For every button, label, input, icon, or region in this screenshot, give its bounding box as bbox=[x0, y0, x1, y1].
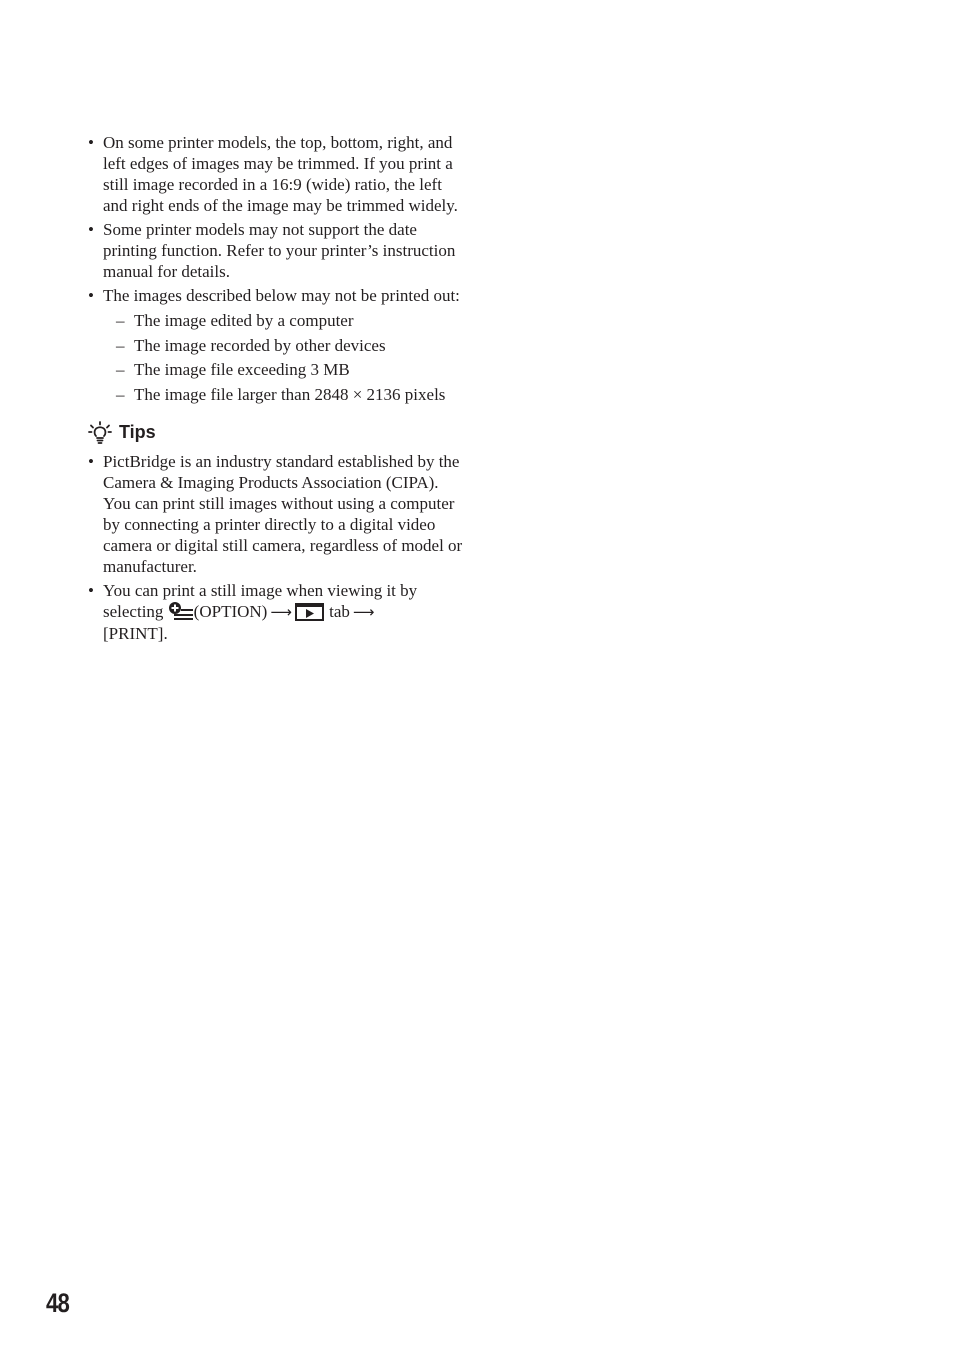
lightbulb-icon bbox=[88, 421, 112, 445]
note-unsupported-images bbox=[88, 285, 468, 405]
list-item: – The image file exceeding 3 MB bbox=[103, 359, 468, 380]
tip-print-option-text: You can print a still image when viewing it by selecting bbox=[103, 580, 418, 621]
tips-heading bbox=[88, 421, 468, 445]
tab-label: tab bbox=[324, 601, 350, 621]
note-trimmed-edges: • On some printer models, the top, bottom, right, and left edges of images may be trimmed. If you print a still image recorded in a 16:9 (wide) ratio, the left and right ends of the image may be trimmed widely. bbox=[88, 132, 468, 216]
tips-list bbox=[88, 451, 468, 644]
note-date-printing: • Some printer models may not support the date printing function. Refer to your printer’s instruction manual for details. bbox=[88, 219, 468, 282]
option-icon bbox=[168, 601, 194, 621]
list-item: – The image recorded by other devices bbox=[103, 335, 468, 356]
unsupported-images-list bbox=[103, 310, 468, 405]
right-arrow-icon: ⟶ bbox=[270, 602, 292, 621]
list-item: – The image file larger than 2848 × 2136 pixels bbox=[103, 384, 468, 405]
playback-icon bbox=[295, 603, 325, 621]
print-label: [PRINT]. bbox=[103, 623, 168, 643]
notes-list bbox=[88, 132, 468, 405]
right-arrow-icon: ⟶ bbox=[352, 602, 375, 621]
page-number: 48 bbox=[46, 1288, 69, 1318]
tip-pictbridge: • PictBridge is an industry standard established by the Camera & Imaging Products Association (CIPA). You can print still images without using a computer by connecting a printer directly to a digital video camera or digital still camera, regardless of model or manufacturer. bbox=[88, 451, 468, 577]
note-unsupported-images-text: The images described below may not be printed out: bbox=[103, 286, 460, 305]
list-item: – The image edited by a computer bbox=[103, 310, 468, 331]
main-column bbox=[88, 132, 468, 647]
tips-title: Tips bbox=[119, 422, 156, 442]
tip-print-option bbox=[88, 580, 468, 644]
option-label: (OPTION) bbox=[193, 601, 268, 621]
